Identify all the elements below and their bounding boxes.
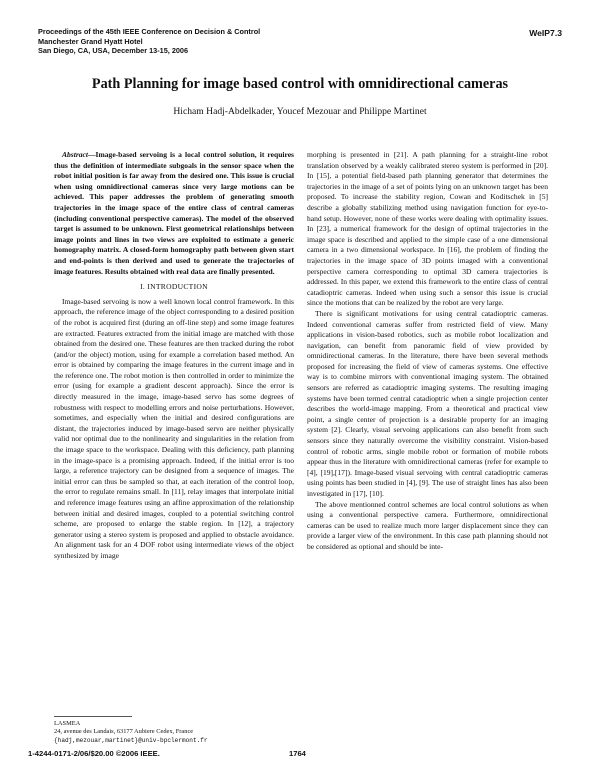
conference-header xyxy=(38,27,260,56)
footnote-emails: {hadj,mezouar,martinet}@univ-bpclermont.fr xyxy=(54,736,208,744)
footnote xyxy=(54,720,294,745)
footnote-label: LASMEA xyxy=(54,720,81,727)
right-column xyxy=(307,150,548,553)
intro-paragraph-2: morphing is presented in [21]. A path planning for a straight-line robot translation observed by a weakly calibrated stereo system is performed in [20]. In [15], a potential field-based path planning generator that determines the trajectories in the image of a set of points lying on an unknown target has been proposed. To increase the stability region, Cowan and Koditschek in [5] describe a globally stabilizing method using navigation function for eye-to-hand setup. However, none of these works were dealing with optimality issues. In [23], a numerical framework for the design of optimal trajectories in the image space is described and applied to the simple case of a one dimensional camera in a two dimensional workspace. In [16], the problem of finding the trajectories in the image space of 3D points imaged with a conventional perspective camera corresponding to optimal 3D camera trajectories is addressed. In this paper, we extend this framework to the entire class of central catadioptric cameras. Indeed when using such a sensor this issue is crucial since the motions that can be realized by the robot are very large. xyxy=(307,150,548,308)
paper-authors: Hicham Hadj-Abdelkader, Youcef Mezouar and Philippe Martinet xyxy=(173,106,427,117)
paper-title: Path Planning for image based control with omnidirectional cameras xyxy=(91,76,509,92)
copyright-line: 1-4244-0171-2/06/$20.00 ©2006 IEEE. xyxy=(28,749,160,758)
location-date-line: San Diego, CA, USA, December 13-15, 2006 xyxy=(38,46,189,55)
abstract-text: —Image-based servoing is a local control solution, it requires thus the definition of intermediate subgoals in the sensor space when the robot initial position is far away from the desired one. This issue is crucial when using omnidirectional cameras since very large motions can be achieved. This paper addresses the problem of generating smooth trajectories in the image space of the entire class of central cameras (including conventional perspective cameras). The model of the observed target is assumed to be unknown. First geometrical relationships between image points and lines in two views are exploited to estimate a generic homography matrix. A closed-form homography path between given start and end-points is then derived and used to generate the trajectories of image features. Results obtained with real data are finally presented. xyxy=(54,150,294,276)
section-heading-introduction: I. INTRODUCTION xyxy=(140,282,208,292)
paper-code: WeIP7.3 xyxy=(529,28,562,38)
intro-paragraph-1: Image-based servoing is now a well known local control framework. In this approach, the reference image of the object corresponding to a desired position of the robot is acquired first (during an off-line step) and some image features are extracted. Features extracted from the initial image are matched with those obtained from the desired one. These features are then tracked during the robot (and/or the object) motion, using for example a correlation based method. An error is obtained by comparing the image features in the current image and in the reference one. The robot motion is then controlled in order to minimize the error (using for example a gradient descent approach). Since the error is directly measured in the image, image-based servo has some degrees of robustness with respect to modelling errors and noise perturbations. However, sometimes, and especially when the initial and desired configurations are distant, the trajectories induced by image-based servo are neither physically valid nor optimal due to the nonlinearity and singularities in the relation from the image space to the workspace. Dealing with this deficiency, path planning in the image-space is a promising approach. Indeed, if the initial error is too large, a reference trajectory can be designed from a sequence of images. The initial error can thus be sampled so that, at each iteration of the control loop, the error to regulate remains small. In [11], relay images that interpolate initial and reference image features using an affine approximation of the relationship between initial and desired images, coupled to a potential switching control scheme, are proposed to enlarge the stable region. In [12], a trajectory generator using a stereo system is proposed and applied to obstacle avoidance. An alignment task for an 4 DOF robot using intermediate views of the object synthesized by image xyxy=(54,296,294,560)
proceedings-line: Proceedings of the 45th IEEE Conference on Decision & Control xyxy=(38,27,261,36)
left-column xyxy=(54,150,294,562)
venue-line: Manchester Grand Hyatt Hotel xyxy=(38,36,143,46)
footnote-address: 24, avenue des Landais, 63177 Aubiere Cedex, France xyxy=(54,728,194,736)
abstract-lead: Abstract xyxy=(62,150,88,159)
intro-paragraph-3: There is significant motivations for using central catadioptric cameras. Indeed conventional cameras suffer from restricted field of view. Many applications in vision-based robotics, such as mobile robot localization and navigation, can benefit from panoramic field of view provided by omnidirectional cameras. In the literature, there have been several methods proposed for increasing the field of view of cameras systems. One effective way is to combine mirrors with conventional imaging system. The obtained sensors are referred as catadioptric imaging systems. The resulting imaging systems have been termed central catadioptric when a single projection center describes the world-image mapping. From a theoretical and practical view point, a single center of projection is a desirable property for an imaging system [2]. Clearly, visual servoing applications can also benefit from such sensors since they naturally overcome the visibility constraint. Vision-based control of robotic arms, single mobile robot or formation of mobile robots appear thus in the literature with omnidirectional cameras (refer for example to [4], [19],[17]). Image-based visual servoing with central catadioptric cameras using points has been studied in [4], [9]. The use of straight lines has also been investigated in [17], [10]. xyxy=(307,308,548,498)
abstract xyxy=(54,150,294,277)
page-number: 1764 xyxy=(289,749,306,758)
intro-paragraph-4: The above mentionned control schemes are local control solutions as when using a conventional perspective camera. Furthermore, omnidirectional cameras can be used to realize much more larger displacement since they can provide a larger view of the environment. In this case path planning should not be considered as optional and should be inte- xyxy=(307,499,548,551)
footnote-rule xyxy=(54,716,132,717)
